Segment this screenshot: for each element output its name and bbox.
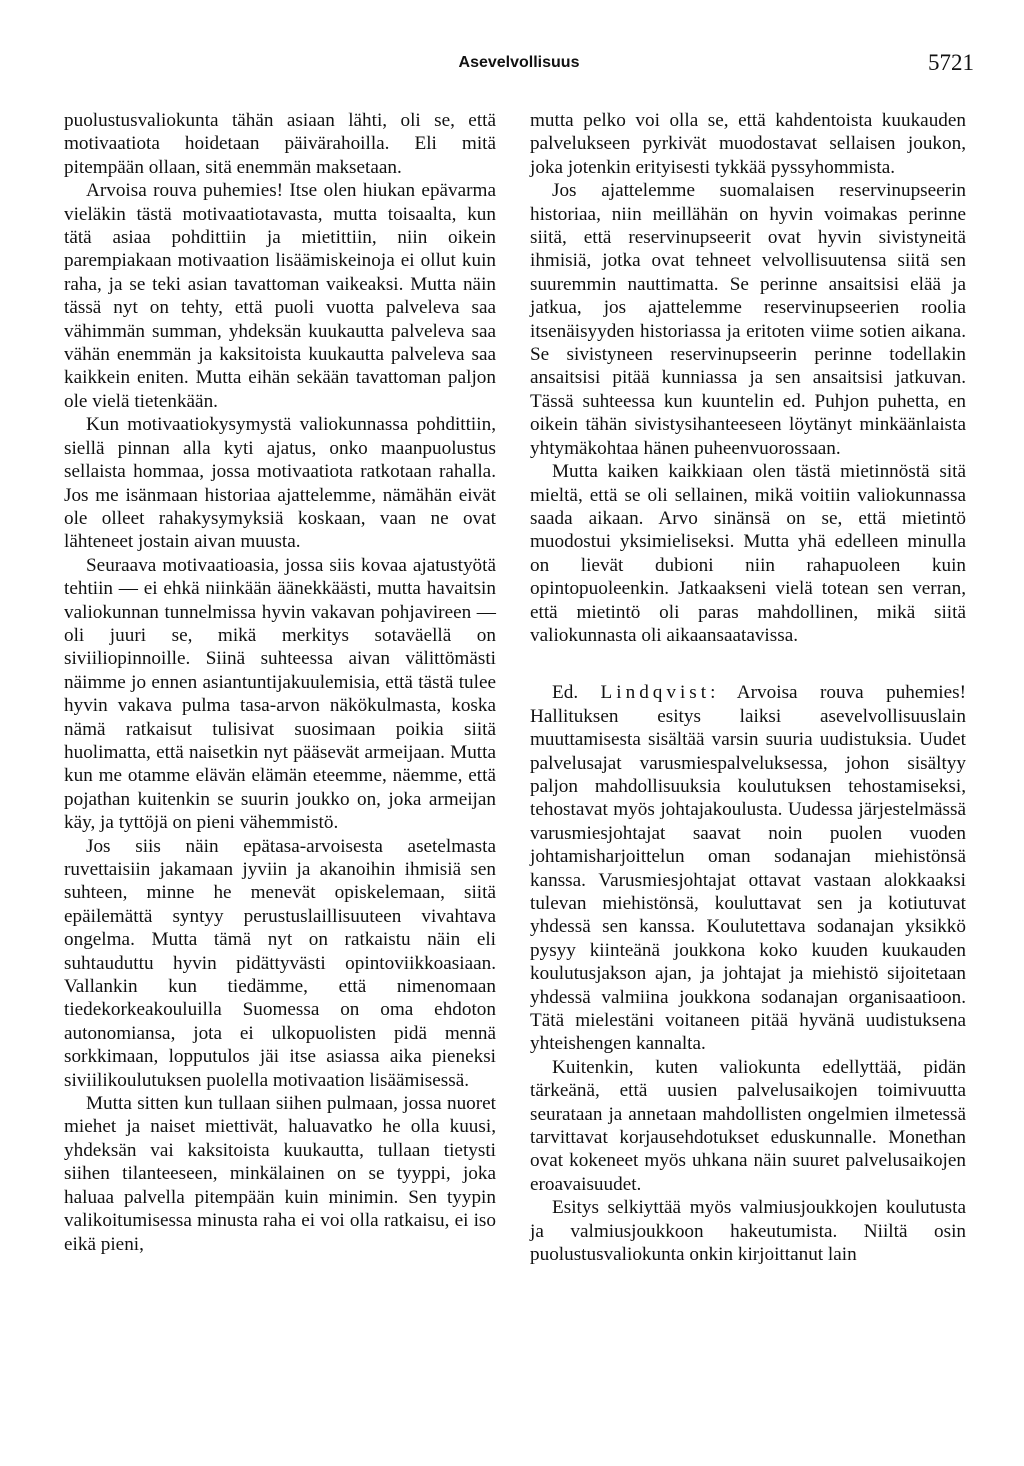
paragraph: mutta pelko voi olla se, että kahdentoista kuukauden palvelukseen pyrkivät muodostavat sellaisen joukon, joka jotenkin erityisesti tykkää pyssyhommista. xyxy=(530,110,966,178)
speech-separator xyxy=(530,647,966,681)
paragraph: Arvoisa rouva puhemies! Itse olen hiukan epävarma vieläkin tästä motivaatiotavasta, mutta toisaalta, kun tätä asiaa pohdittiin ja mietittiin, niin oikein parempiakaan motivaation lisäämiskeinoja ei ollut kuin raha, ja se teki asian tavattoman vaikeaksi. Mutta näin tässä nyt on tehty, että puoli vuotta palveleva saa vähimmän summan, yhdeksän kuukautta palveleva saa vähän enemmän ja kaksitoista kuukautta palveleva saa kaikkein eniten. Mutta eihän sekään tavattoman paljon ole vielä tietenkään. xyxy=(64,180,496,412)
running-title: Asevelvollisuus xyxy=(458,54,580,71)
paragraph: puolustusvaliokunta tähän asiaan lähti, oli se, että motivaatiota hoidetaan päivärahoilla. Eli mitä pitempään ollaan, sitä enemmän maksetaan. xyxy=(64,110,496,178)
paragraph: Jos siis näin epätasa-arvoisesta asetelmasta ruvettaisiin jakamaan jyviin ja akanoihin ihmisiä sen suhteen, minne he menevät opiskelemaan, siitä epäilemättä syntyy perustuslaillisuuteen vivahtava ongelma. Mutta tämä nyt on ratkaistu näin eli suhtauduttu hyvin pidättyvästi opintoviikkoasiaan. Vallankin kun tiedämme, että nimenomaan tiedekorkeakouluilla Suomessa on oma ehdoton autonomiansa, jota ei ulkopuolisten pidä mennä sorkkimaan, lopputulos jäi itse asiassa aika pieneksi siviilikoulutuksen puolella motivaation lisäämisessä. xyxy=(64,835,496,1091)
speech-opening-text: : Arvoisa rouva puhemies! Hallituksen esitys laiksi asevelvollisuuslain muuttamisesta sisältää varsin suuria uudistuksia. Uudet palvelusajat varusmiespalveluksessa, johon sisältyy paljon mahdollisuuksia koulutuksen tehostamiseksi, tehostavat myös johtajakoulusta. Uudessa järjestelmässä varusmiesjohtajat saavat noin puolen vuoden johtamisharjoittelun oman sodanajan miehistönsä kanssa. Varusmiesjohtajat ottavat vastaan alokkaaksi tulevan miehistönsä, kouluttavat sen ja kotiutuvat yhdessä sen kanssa. Koulutettava sodanajan yksikkö pysyy kiinteänä joukkona koko kuuden kuukauden koulutusjakson ajan, ja johtajat ja miehistö sijoitetaan yhdessä valmiina joukkona sodanajan organisaatioon. Tätä mielestäni voitaneen pitää hyvänä uudistuksena yhteishengen kannalta. xyxy=(530,682,966,1055)
speaker-name: Lindqvist xyxy=(600,682,711,704)
paragraph: Kun motivaatiokysymystä valiokunnassa pohdittiin, siellä pinnan alla kyti ajatus, onko maanpuolustus sellaista hommaa, jossa motivaatiota ratkotaan rahalla. Jos me isänmaan historiaa ajattelemme, nämähän eivät ole olleet rahakysymyksiä koskaan, vaan ne ovat lähteneet jostain aivan muusta. xyxy=(64,414,496,553)
speaker-prefix: Ed. xyxy=(552,682,579,704)
page-number: 5721 xyxy=(928,50,974,75)
paragraph: Kuitenkin, kuten valiokunta edellyttää, pidän tärkeänä, että uusien palvelusaikojen toimivuutta seurataan ja annetaan mahdollisten ongelmien ilmetessä tarvittavat korjausehdotukset eduskunnalle. Monethan ovat kokeneet myös uhkana näin suuret palvelusaikojen eroavaisuudet. xyxy=(530,1056,966,1195)
left-column xyxy=(64,109,496,1256)
speech-paragraph xyxy=(530,681,966,1056)
paragraph: Esitys selkiyttää myös valmiusjoukkojen koulutusta ja valmiusjoukkoon hakeutumista. Niiltä osin puolustusvaliokunta onkin kirjoittanut lain xyxy=(530,1197,966,1266)
paragraph: Mutta kaiken kaikkiaan olen tästä mietinnöstä sitä mieltä, että se oli sellainen, mikä voitiin valiokunnassa saada aikaan. Arvo sinänsä on se, että mietintö muodostui yksimieliseksi. Mutta yhä edelleen minulla on lievät dubioni niin rahapuoleen kuin opintopuoleenkin. Jatkaakseni vielä totean sen verran, että mietintö oli paras mahdollinen, mikä siitä valiokunnasta oli aikaansaatavissa. xyxy=(530,461,966,646)
page-header xyxy=(64,48,974,88)
paragraph: Seuraava motivaatioasia, jossa siis kovaa ajatustyötä tehtiin — ei ehkä niinkään äänekkäästi, mutta havaitsin valiokunnan tunnelmissa hyvin vakavan pohjavireen — oli juuri se, mikä merkitys sotaväellä on siviiliopinnoille. Siinä suhteessa aivan välittömästi näimme jo ennen asiantuntijakuulemisia, että tästä tulee hyvin vakava pulma tasa-arvon näkökulmasta, koska nämä ratkaisut tulisivat suosimaan poikia siitä huolimatta, että naisetkin nyt pääsevät armeijaan. Mutta kun me otamme elävän elämän eteemme, näemme, että pojathan kuitenkin se suurin joukko on, joka armeijan käy, ja tyttöjä on pieni vähemmistö. xyxy=(64,554,496,834)
paragraph: Mutta sitten kun tullaan siihen pulmaan, jossa nuoret miehet ja naiset miettivät, haluavatko he olla kuusi, yhdeksän vai kaksitoista kuukautta, tullaan tietysti siihen tilanteeseen, minkälainen on se tyyppi, joka haluaa palvella pitempään kuin minimin. Sen tyypin valikoitumisessa minusta raha ei voi olla ratkaisu, ei iso eikä pieni, xyxy=(64,1093,496,1255)
right-column xyxy=(530,109,966,1267)
paragraph: Jos ajattelemme suomalaisen reservinupseerin historiaa, niin meillähän on hyvin voimakas perinne siitä, että reservinupseerit ovat hyvin sivistyneitä ihmisiä, jotka ovat tehneet velvollisuutensa siitä sen suuremmin nauttimatta. Se perinne ansaitsisi elää ja jatkua, jos ajattelemme reservinupseerien roolia itsenäisyyden historiassa ja eritoten viime sotien aikana. Se sivistyneen reservinupseerin perinne todellakin ansaitsisi pitää kunniassa ja sen ansaitsisi jatkuvan. Tässä suhteessa kun kuuntelin ed. Puhjon puhetta, en oikein tähän sivistysihanteeseen löytänyt minkäänlaista yhtymäkohtaa hänen puheenvuorossaan. xyxy=(530,180,966,459)
